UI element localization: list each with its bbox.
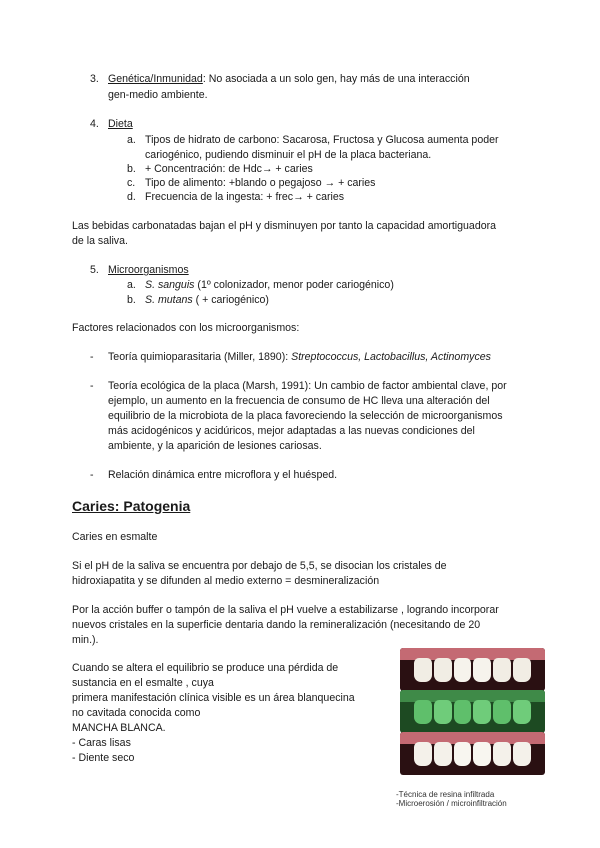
bullet-text — [108, 350, 491, 365]
bullet-text: ejemplo, un aumento en la frecuencia de consumo de HC lleva una alteración del — [108, 395, 490, 407]
teeth-photo-after — [400, 732, 545, 775]
sub-letter: d. — [127, 191, 136, 203]
paragraph: no cavitada conocida como — [72, 707, 201, 719]
bullet-text-italic: Streptococcus, Lactobacillus, Actinomyces — [291, 351, 491, 363]
sub-letter: c. — [127, 177, 136, 189]
paragraph: Por la acción buffer o tampón de la saliva el pH vuelve a estabilizarse , logrando incorporar — [72, 604, 499, 616]
sub-text: Tipos de hidrato de carbono: Sacarosa, Fructosa y Glucosa aumenta poder — [145, 134, 499, 146]
sub-letter: b. — [127, 294, 136, 306]
photo-caption: -Microerosión / microinfiltración — [396, 799, 507, 808]
teeth-photo-before — [400, 648, 545, 691]
paragraph: min.). — [72, 634, 99, 646]
bullet-text: Relación dinámica entre microflora y el huésped. — [108, 469, 338, 481]
item-genetica — [108, 72, 470, 87]
paragraph: hidroxiapatita y se difunden al medio externo = desmineralización — [72, 575, 380, 587]
dash-bullet: - — [90, 469, 94, 481]
teeth-photo-treatment — [400, 690, 545, 733]
item-title: Microorganismos — [108, 264, 189, 276]
list-number: 4. — [90, 118, 99, 130]
paragraph: Si el pH de la saliva se encuentra por debajo de 5,5, se disocian los cristales de — [72, 560, 447, 572]
bullet-text: Teoría ecológica de la placa (Marsh, 1991): Un cambio de factor ambiental clave, por — [108, 380, 507, 392]
paragraph: nuevos cristales en la superficie dentaria dando la remineralización (necesitando de 20 — [72, 619, 481, 631]
item-text: : No asociada a un solo gen, hay más de una interacción — [202, 73, 470, 85]
sub-letter: b. — [127, 163, 136, 175]
sub-letter: a. — [127, 279, 136, 291]
species-name: S. mutans — [145, 294, 193, 306]
list-item: - Diente seco — [72, 752, 135, 764]
sub-text: Tipo de alimento: +blando o pegajoso → + caries — [145, 177, 376, 189]
dash-bullet: - — [90, 380, 94, 392]
paragraph: Cuando se altera el equilibrio se produce una pérdida de — [72, 662, 339, 674]
dash-bullet: - — [90, 351, 94, 363]
section-title: Caries: Patogenia — [72, 498, 191, 514]
bullet-text: ambiente, y la aparición de lesiones cariosas. — [108, 440, 322, 452]
paragraph: MANCHA BLANCA. — [72, 722, 166, 734]
item-text: gen-medio ambiente. — [108, 89, 208, 101]
list-number: 5. — [90, 264, 99, 276]
sub-text: cariogénico, pudiendo disminuir el pH de la placa bacteriana. — [145, 149, 432, 161]
paragraph: sustancia en el esmalte , cuya — [72, 677, 214, 689]
species-name: S. sanguis — [145, 279, 195, 291]
paragraph: Las bebidas carbonatadas bajan el pH y disminuyen por tanto la capacidad amortiguadora — [72, 220, 497, 232]
paragraph: de la saliva. — [72, 235, 128, 247]
sub-text: + Concentración: de Hdc→ + caries — [145, 163, 313, 175]
sub-text-rest: ( + cariogénico) — [192, 294, 269, 306]
subheading: Caries en esmalte — [72, 531, 158, 543]
item-title: Dieta — [108, 118, 133, 130]
bullet-text: equilibrio de la microbiota de la placa favoreciendo la selección de microorganismos — [108, 410, 503, 422]
paragraph: Factores relacionados con los microorganismos: — [72, 322, 300, 334]
bullet-text-plain: Teoría quimioparasitaria (Miller, 1890): — [108, 351, 292, 363]
photo-caption: -Técnica de resina infiltrada — [396, 790, 495, 799]
paragraph: primera manifestación clínica visible es un área blanquecina — [72, 692, 355, 704]
sub-text — [145, 293, 269, 308]
sub-text: Frecuencia de la ingesta: + frec→ + caries — [145, 191, 345, 203]
sub-text — [145, 278, 394, 293]
sub-text-rest: (1º colonizador, menor poder cariogénico) — [194, 279, 394, 291]
sub-letter: a. — [127, 134, 136, 146]
list-item: - Caras lisas — [72, 737, 131, 749]
item-title: Genética/Inmunidad — [108, 73, 203, 85]
list-number: 3. — [90, 73, 99, 85]
bullet-text: más acidogénicos y acidúricos, mejor adaptadas a las nuevas condiciones del — [108, 425, 475, 437]
